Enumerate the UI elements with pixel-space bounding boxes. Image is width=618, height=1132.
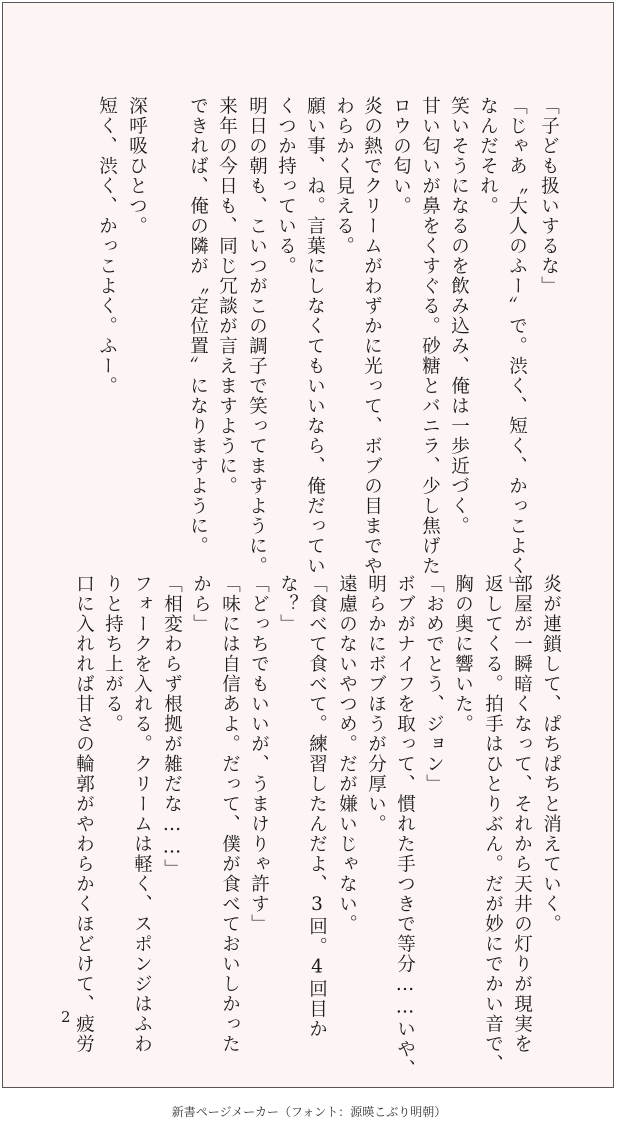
text-line: 「じゃあ〝大人のふー〟で。渋く、短く、かっこよく」	[506, 96, 528, 596]
text-line: 「食べて食べて。練習したんだよ、3回。4回目か	[306, 574, 328, 1039]
text-line: 「相変わらず根拠が雑だな……」	[161, 574, 183, 879]
text-line: フォークを入れる。クリームは軽く、スポンジはふわ	[131, 574, 153, 1054]
text-line: 短く、渋く、かっこよく。ふー。	[96, 96, 118, 396]
text-line: 口に入れれば甘さの輪郭がやわらかくほどけて、疲労	[73, 574, 95, 1054]
text-line: 炎の熱でクリームがわずかに光って、ボブの目までや	[361, 96, 383, 576]
text-line: 明らかにボブほうが分厚い。	[365, 574, 387, 834]
footer-credit: 新書ページメーカー（フォント：源暎こぶり明朝）	[171, 1105, 447, 1119]
text-line: なんだそれ。	[477, 96, 499, 216]
text-line: 「おめでとう、ジョン」	[423, 574, 445, 794]
text-line: できれば、俺の隣が〝定位置〟になりますように。	[187, 96, 209, 556]
text-line: 明日の朝も、こいつがこの調子で笑ってますように。	[246, 96, 268, 576]
book-page	[2, 2, 614, 1088]
text-line: くつか持っている。	[275, 96, 297, 276]
text-line: から」	[190, 574, 212, 634]
text-line: わらかく見える。	[333, 96, 355, 256]
text-line: 「どっちでもいいが、うまけりゃ許す」	[248, 574, 270, 934]
text-line: 部屋が一瞬暗くなって、それから天井の灯りが現実を	[511, 574, 533, 1054]
text-line: 来年の今日も、同じ冗談が言えますように。	[216, 96, 238, 496]
text-line: 笑いそうになるのを飲み込み、俺は一歩近づく。	[448, 96, 470, 536]
page-number: 2	[61, 1008, 71, 1026]
text-line: ロウの匂い。	[390, 96, 412, 216]
text-line: な？」	[277, 574, 299, 634]
text-line: 深呼吸ひとつ。	[126, 96, 148, 236]
text-line: 「味には自信あよ。だって、僕が食べておいしかった	[219, 574, 241, 1054]
text-line: ボブがナイフを取って、慣れた手つきで等分……いや、	[394, 574, 416, 1079]
text-line: りと持ち上がる。	[102, 574, 124, 734]
text-line: 願い事、ね。言葉にしなくてもいいなら、俺だってい	[304, 96, 326, 576]
text-line: 遠慮のないやつめ。だが嫌いじゃない。	[336, 574, 358, 934]
text-line: 炎が連鎖して、ぱちぱちと消えていく。	[540, 574, 562, 934]
text-line: 返してくる。拍手はひとりぶん。だが妙にでかい音で、	[482, 574, 504, 1074]
text-line: 「子ども扱いするな」	[538, 96, 560, 296]
text-line: 胸の奥に響いた。	[452, 574, 474, 734]
text-line: 甘い匂いが鼻をくすぐる。砂糖とバニラ、少し焦げた	[419, 96, 441, 576]
